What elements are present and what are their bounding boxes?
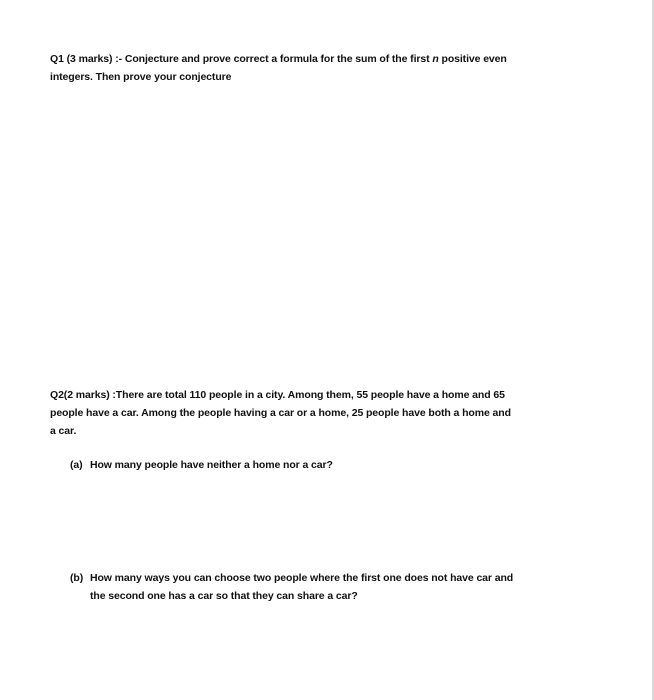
question-1-variable: n — [432, 53, 439, 65]
part-a-text: How many people have neither a home nor a car? — [90, 459, 333, 471]
question-1-text: Q1 (3 marks) :- Conjecture and prove correct a formula for the sum of the first — [50, 53, 430, 65]
question-1-line-1 — [50, 50, 570, 68]
part-b-line-1: How many ways you can choose two people where the first one does not have car and — [90, 572, 514, 584]
question-2-part-a — [70, 456, 570, 474]
part-b-line-2: the second one has a car so that they can share a car? — [90, 590, 358, 602]
part-a-label: (a) — [70, 459, 83, 471]
question-1 — [50, 50, 570, 86]
part-b-label: (b) — [70, 572, 84, 584]
question-2 — [50, 386, 570, 440]
question-2-line-3: a car. — [50, 425, 77, 437]
question-1-text-end: positive even — [441, 53, 507, 65]
question-1-line-2: integers. Then prove your conjecture — [50, 71, 232, 83]
question-2-part-b — [70, 569, 570, 605]
question-2-line-2: people have a car. Among the people having a car or a home, 25 people have both a home and — [50, 407, 511, 419]
question-2-line-1: Q2(2 marks) :There are total 110 people in a city. Among them, 55 people have a home and 65 — [50, 389, 505, 401]
